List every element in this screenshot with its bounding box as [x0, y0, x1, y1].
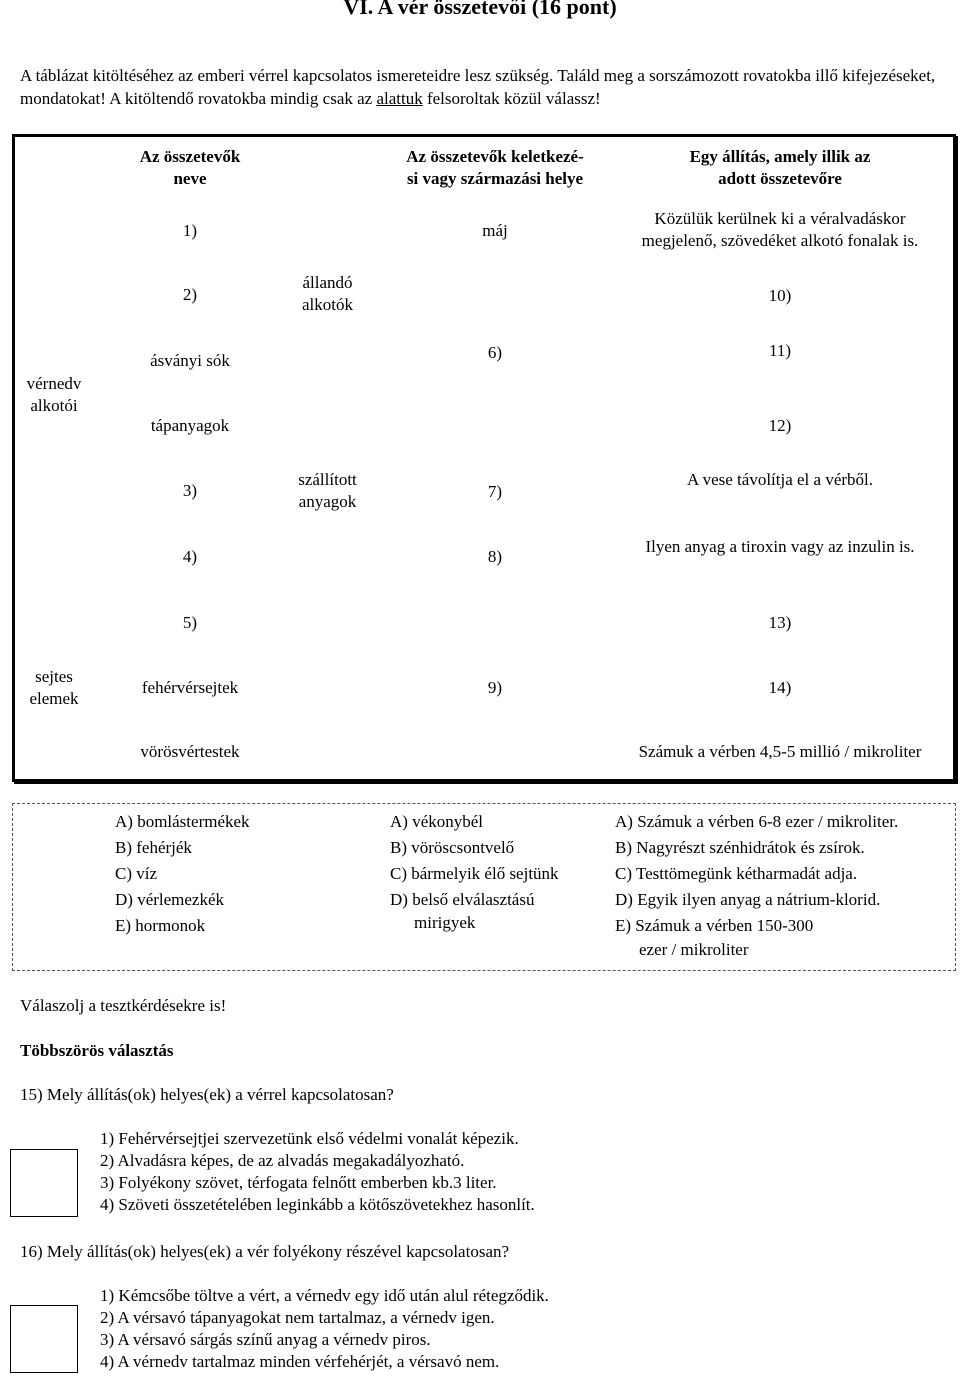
option-component-a: A) bomlástermékek [115, 812, 250, 831]
cell-r2-subgroup [270, 272, 385, 316]
cell-r7-statement: 13) [768, 613, 792, 632]
instructions-text-1: A táblázat kitöltéséhez az emberi vérrel kapcsolatos ismereteidre lesz szükség. Találd meg a sorszámozott rovatokba illő kifejezéseket, mondatokat! A kitöltendő rovatokba mindig csak az [20, 66, 936, 108]
header-statement-line2: adott összetevőre [718, 169, 842, 188]
cell-r8-origin: 9) [487, 678, 503, 697]
header-name [95, 146, 285, 190]
option-component-e: E) hormonok [115, 916, 206, 935]
q16-item-3: 3) A vérsavó sárgás színű anyag a vérnedv piros. [100, 1330, 431, 1349]
option-origin-d: D) belső elválasztású [390, 890, 535, 909]
question-16-items [100, 1285, 940, 1373]
cell-r6-name: 4) [182, 547, 198, 566]
cell-r2-subgroup-line1: állandó [302, 273, 353, 292]
cell-r6-statement: Ilyen anyag a tiroxin vagy az inzulin is. [645, 537, 915, 556]
option-component-b: B) fehérjék [115, 838, 192, 857]
group-cells-line1: sejtes [35, 667, 73, 686]
cell-r1-origin: máj [482, 221, 508, 240]
answer-prompt: Válaszolj a tesztkérdésekre is! [20, 996, 227, 1015]
q16-item-4: 4) A vérnedv tartalmaz minden vérfehérjét, a vérsavó nem. [100, 1352, 500, 1371]
group-plasma-line2: alkotói [30, 396, 78, 415]
cell-r5-subgroup-line2: anyagok [298, 492, 357, 511]
cell-r5-subgroup [270, 469, 385, 513]
option-statement-a: A) Számuk a vérben 6-8 ezer / mikroliter. [615, 812, 899, 831]
question-15-items [100, 1128, 940, 1216]
cell-r3-name: ásványi sók [150, 351, 230, 370]
cell-r1-name: 1) [182, 221, 198, 240]
q15-item-3: 3) Folyékony szövet, térfogata felnőtt emberben kb.3 liter. [100, 1173, 497, 1192]
cell-r4-name: tápanyagok [150, 416, 230, 435]
option-statement-e: E) Számuk a vérben 150-300 [615, 916, 814, 935]
options-components [115, 809, 385, 939]
cell-r9-name: vörösvértestek [140, 742, 240, 761]
cell-r7-name: 5) [182, 613, 198, 632]
option-statement-e-cont: ezer / mikroliter [639, 940, 749, 959]
option-component-d: D) vérlemezkék [115, 890, 225, 909]
q15-item-2: 2) Alvadásra képes, de az alvadás megakadályozható. [100, 1151, 465, 1170]
header-origin-line2: si vagy származási helye [406, 169, 584, 188]
options-statements [615, 809, 955, 963]
instructions [20, 64, 950, 110]
cell-r8-name: fehérvérsejtek [141, 678, 239, 697]
page-title: VI. A vér összetevői (16 pont) [343, 0, 617, 19]
cell-r2-name: 2) [182, 285, 198, 304]
header-name-line1: Az összetevők [139, 147, 241, 166]
option-statement-b: B) Nagyrészt szénhidrátok és zsírok. [615, 838, 865, 857]
question-15: 15) Mely állítás(ok) helyes(ek) a vérrel kapcsolatosan? [20, 1085, 394, 1104]
header-origin [380, 146, 610, 190]
cell-r5-origin: 7) [487, 482, 503, 501]
option-origin-a: A) vékonybél [390, 812, 484, 831]
options-origins [390, 809, 610, 933]
option-statement-d: D) Egyik ilyen anyag a nátrium-klorid. [615, 890, 881, 909]
option-origin-c: C) bármelyik élő sejtünk [390, 864, 559, 883]
q16-item-1: 1) Kémcsőbe töltve a vért, a vérnedv egy idő után alul rétegződik. [100, 1286, 549, 1305]
instructions-text-2: felsoroltak közül válassz! [422, 89, 601, 108]
instructions-underlined: alattuk [376, 89, 423, 108]
answer-box-15[interactable] [10, 1149, 78, 1217]
header-statement [610, 146, 950, 190]
q15-item-1: 1) Fehérvérsejtjei szervezetünk első védelmi vonalát képezik. [100, 1129, 519, 1148]
header-name-line2: neve [173, 169, 207, 188]
q16-item-2: 2) A vérsavó tápanyagokat nem tartalmaz, a vérnedv igen. [100, 1308, 495, 1327]
group-plasma-label [14, 373, 94, 417]
q15-item-4: 4) Szöveti összetételében leginkább a kötőszövetekhez hasonlít. [100, 1195, 535, 1214]
group-cells-label [14, 666, 94, 710]
group-cells-line2: elemek [29, 689, 79, 708]
question-16: 16) Mely állítás(ok) helyes(ek) a vér folyékony részével kapcsolatosan? [20, 1242, 510, 1261]
header-origin-line1: Az összetevők keletkezé- [406, 147, 584, 166]
cell-r5-subgroup-line1: szállított [298, 470, 357, 489]
cell-r9-statement: Számuk a vérben 4,5-5 millió / mikroliter [638, 742, 922, 761]
header-statement-line1: Egy állítás, amely illik az [689, 147, 871, 166]
cell-r3-statement: 11) [768, 341, 792, 360]
option-origin-b: B) vöröscsontvelő [390, 838, 515, 857]
cell-r5-name: 3) [182, 481, 198, 500]
option-origin-d-cont: mirigyek [414, 913, 476, 932]
cell-r1-statement-line2: megjelenő, szövedéket alkotó fonalak is. [641, 231, 919, 250]
answer-box-16[interactable] [10, 1305, 78, 1373]
cell-r4-statement: 12) [768, 416, 792, 435]
section-heading: Többszörös választás [20, 1041, 174, 1060]
cell-r3-origin: 6) [487, 343, 503, 362]
option-component-c: C) víz [115, 864, 158, 883]
cell-r5-statement: A vese távolítja el a vérből. [687, 470, 873, 489]
cell-r1-statement [610, 208, 950, 252]
cell-r2-statement: 10) [768, 286, 792, 305]
option-statement-c: C) Testtömegünk kétharmadát adja. [615, 864, 858, 883]
cell-r2-subgroup-line2: alkotók [302, 295, 353, 314]
cell-r1-statement-line1: Közülük kerülnek ki a véralvadáskor [654, 209, 906, 228]
cell-r6-origin: 8) [487, 547, 503, 566]
cell-r8-statement: 14) [768, 678, 792, 697]
group-plasma-line1: vérnedv [26, 374, 82, 393]
